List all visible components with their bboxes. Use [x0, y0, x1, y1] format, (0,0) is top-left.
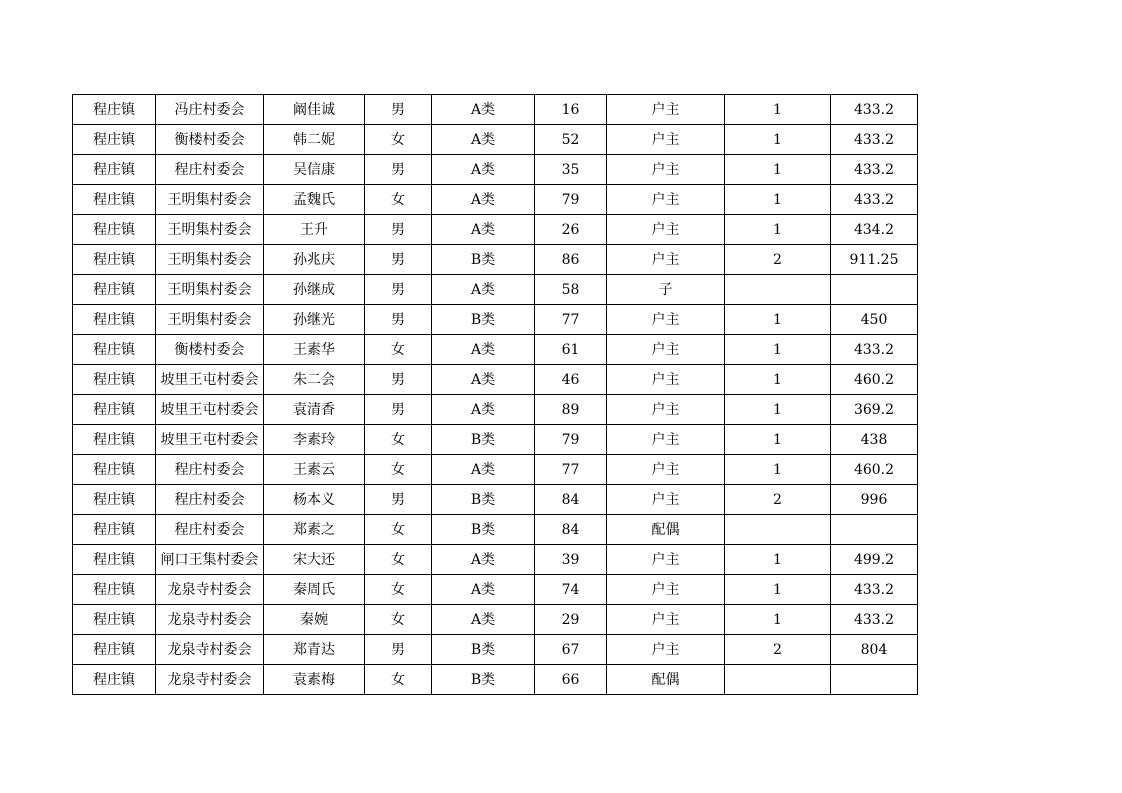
cell-name: 孟魏氏 [264, 185, 365, 215]
table-row [73, 245, 918, 275]
cell-age: 46 [535, 365, 607, 395]
cell-category: A类 [432, 395, 535, 425]
cell-category: A类 [432, 185, 535, 215]
cell-gender: 女 [365, 125, 432, 155]
cell-village: 程庄村委会 [156, 455, 264, 485]
cell-name: 杨本义 [264, 485, 365, 515]
cell-relation: 户主 [607, 365, 725, 395]
cell-category: A类 [432, 155, 535, 185]
cell-age: 39 [535, 545, 607, 575]
cell-relation: 户主 [607, 185, 725, 215]
cell-category: B类 [432, 635, 535, 665]
cell-town: 程庄镇 [73, 95, 156, 125]
table-row [73, 365, 918, 395]
cell-village: 龙泉寺村委会 [156, 575, 264, 605]
cell-relation: 户主 [607, 605, 725, 635]
cell-relation: 户主 [607, 575, 725, 605]
cell-gender: 女 [365, 515, 432, 545]
cell-gender: 女 [365, 665, 432, 695]
cell-relation: 户主 [607, 635, 725, 665]
cell-town: 程庄镇 [73, 215, 156, 245]
cell-relation: 户主 [607, 545, 725, 575]
cell-amount: 438 [831, 425, 918, 455]
cell-relation: 配偶 [607, 515, 725, 545]
cell-village: 程庄村委会 [156, 485, 264, 515]
cell-town: 程庄镇 [73, 365, 156, 395]
cell-gender: 男 [365, 485, 432, 515]
table-row [73, 665, 918, 695]
cell-count: 1 [725, 125, 831, 155]
cell-name: 秦周氏 [264, 575, 365, 605]
cell-relation: 户主 [607, 485, 725, 515]
cell-count: 1 [725, 95, 831, 125]
cell-age: 66 [535, 665, 607, 695]
cell-relation: 户主 [607, 155, 725, 185]
cell-town: 程庄镇 [73, 155, 156, 185]
cell-category: A类 [432, 95, 535, 125]
cell-count: 1 [725, 305, 831, 335]
cell-village: 坡里王屯村委会 [156, 425, 264, 455]
cell-gender: 男 [365, 365, 432, 395]
cell-age: 26 [535, 215, 607, 245]
cell-age: 79 [535, 185, 607, 215]
cell-gender: 男 [365, 215, 432, 245]
cell-relation: 户主 [607, 395, 725, 425]
cell-gender: 女 [365, 605, 432, 635]
table-row [73, 395, 918, 425]
cell-town: 程庄镇 [73, 515, 156, 545]
cell-amount [831, 665, 918, 695]
table-row [73, 335, 918, 365]
table-row [73, 125, 918, 155]
cell-age: 67 [535, 635, 607, 665]
cell-count: 2 [725, 635, 831, 665]
cell-village: 王明集村委会 [156, 185, 264, 215]
cell-age: 74 [535, 575, 607, 605]
table-row [73, 95, 918, 125]
cell-category: B类 [432, 485, 535, 515]
cell-town: 程庄镇 [73, 185, 156, 215]
table-row [73, 305, 918, 335]
cell-town: 程庄镇 [73, 335, 156, 365]
cell-amount: 369.2 [831, 395, 918, 425]
cell-age: 29 [535, 605, 607, 635]
cell-village: 衡楼村委会 [156, 125, 264, 155]
cell-amount: 450 [831, 305, 918, 335]
cell-category: A类 [432, 545, 535, 575]
cell-category: A类 [432, 275, 535, 305]
cell-town: 程庄镇 [73, 245, 156, 275]
table-row [73, 185, 918, 215]
cell-category: A类 [432, 335, 535, 365]
table-row [73, 275, 918, 305]
cell-name: 秦婉 [264, 605, 365, 635]
table-row [73, 425, 918, 455]
cell-category: B类 [432, 425, 535, 455]
table-row [73, 515, 918, 545]
cell-amount: 460.2 [831, 455, 918, 485]
spreadsheet-page [72, 94, 918, 695]
cell-age: 86 [535, 245, 607, 275]
cell-count: 1 [725, 605, 831, 635]
cell-category: A类 [432, 125, 535, 155]
cell-amount: 433.2 [831, 125, 918, 155]
table-row [73, 215, 918, 245]
cell-count: 1 [725, 185, 831, 215]
cell-category: A类 [432, 455, 535, 485]
cell-relation: 户主 [607, 425, 725, 455]
table-row [73, 545, 918, 575]
cell-village: 龙泉寺村委会 [156, 635, 264, 665]
cell-amount: 433.2 [831, 605, 918, 635]
cell-village: 龙泉寺村委会 [156, 605, 264, 635]
cell-village: 冯庄村委会 [156, 95, 264, 125]
cell-amount: 433.2 [831, 575, 918, 605]
cell-count: 2 [725, 245, 831, 275]
cell-category: A类 [432, 365, 535, 395]
cell-count: 1 [725, 155, 831, 185]
cell-gender: 女 [365, 455, 432, 485]
cell-amount: 460.2 [831, 365, 918, 395]
cell-town: 程庄镇 [73, 125, 156, 155]
cell-town: 程庄镇 [73, 575, 156, 605]
cell-name: 李素玲 [264, 425, 365, 455]
cell-count: 1 [725, 215, 831, 245]
table-row [73, 455, 918, 485]
cell-relation: 户主 [607, 335, 725, 365]
cell-age: 61 [535, 335, 607, 365]
cell-amount [831, 515, 918, 545]
cell-name: 吴信康 [264, 155, 365, 185]
cell-amount: 433.2 [831, 185, 918, 215]
table-row [73, 635, 918, 665]
cell-category: A类 [432, 215, 535, 245]
cell-town: 程庄镇 [73, 305, 156, 335]
cell-count: 1 [725, 455, 831, 485]
cell-age: 77 [535, 305, 607, 335]
cell-relation: 户主 [607, 215, 725, 245]
cell-name: 王素华 [264, 335, 365, 365]
cell-gender: 男 [365, 635, 432, 665]
cell-town: 程庄镇 [73, 395, 156, 425]
cell-gender: 女 [365, 185, 432, 215]
cell-count [725, 665, 831, 695]
cell-village: 王明集村委会 [156, 305, 264, 335]
cell-town: 程庄镇 [73, 665, 156, 695]
cell-name: 韩二妮 [264, 125, 365, 155]
cell-age: 52 [535, 125, 607, 155]
cell-gender: 女 [365, 575, 432, 605]
table-row [73, 605, 918, 635]
cell-age: 16 [535, 95, 607, 125]
cell-count: 1 [725, 335, 831, 365]
cell-gender: 男 [365, 305, 432, 335]
cell-name: 袁素梅 [264, 665, 365, 695]
cell-village: 王明集村委会 [156, 245, 264, 275]
cell-category: A类 [432, 605, 535, 635]
cell-gender: 女 [365, 335, 432, 365]
cell-gender: 男 [365, 155, 432, 185]
cell-town: 程庄镇 [73, 635, 156, 665]
table-row [73, 485, 918, 515]
cell-category: A类 [432, 575, 535, 605]
table-row [73, 155, 918, 185]
cell-village: 程庄村委会 [156, 515, 264, 545]
cell-age: 77 [535, 455, 607, 485]
cell-relation: 户主 [607, 245, 725, 275]
cell-gender: 女 [365, 425, 432, 455]
table-row [73, 575, 918, 605]
cell-gender: 男 [365, 395, 432, 425]
cell-relation: 户主 [607, 95, 725, 125]
cell-relation: 配偶 [607, 665, 725, 695]
cell-gender: 男 [365, 275, 432, 305]
cell-age: 79 [535, 425, 607, 455]
cell-name: 郑青达 [264, 635, 365, 665]
cell-town: 程庄镇 [73, 275, 156, 305]
cell-age: 89 [535, 395, 607, 425]
cell-amount: 434.2 [831, 215, 918, 245]
cell-village: 坡里王屯村委会 [156, 395, 264, 425]
cell-town: 程庄镇 [73, 425, 156, 455]
cell-count [725, 515, 831, 545]
cell-name: 王素云 [264, 455, 365, 485]
cell-name: 袁清香 [264, 395, 365, 425]
cell-town: 程庄镇 [73, 485, 156, 515]
cell-amount: 433.2 [831, 155, 918, 185]
cell-count: 2 [725, 485, 831, 515]
cell-relation: 户主 [607, 455, 725, 485]
cell-village: 龙泉寺村委会 [156, 665, 264, 695]
cell-relation: 户主 [607, 305, 725, 335]
cell-gender: 女 [365, 545, 432, 575]
cell-village: 王明集村委会 [156, 215, 264, 245]
cell-amount: 433.2 [831, 335, 918, 365]
data-table [72, 94, 918, 695]
cell-count: 1 [725, 575, 831, 605]
cell-name: 郑素之 [264, 515, 365, 545]
cell-amount [831, 275, 918, 305]
cell-age: 58 [535, 275, 607, 305]
cell-category: B类 [432, 245, 535, 275]
cell-name: 孙继成 [264, 275, 365, 305]
table-body [73, 95, 918, 695]
cell-relation: 子 [607, 275, 725, 305]
cell-amount: 499.2 [831, 545, 918, 575]
cell-village: 程庄村委会 [156, 155, 264, 185]
cell-town: 程庄镇 [73, 545, 156, 575]
cell-amount: 996 [831, 485, 918, 515]
cell-village: 衡楼村委会 [156, 335, 264, 365]
cell-village: 坡里王屯村委会 [156, 365, 264, 395]
cell-category: B类 [432, 515, 535, 545]
cell-count: 1 [725, 545, 831, 575]
cell-village: 闸口王集村委会 [156, 545, 264, 575]
cell-amount: 911.25 [831, 245, 918, 275]
cell-name: 宋大还 [264, 545, 365, 575]
cell-count: 1 [725, 425, 831, 455]
cell-town: 程庄镇 [73, 605, 156, 635]
cell-name: 孙继光 [264, 305, 365, 335]
cell-gender: 男 [365, 245, 432, 275]
cell-town: 程庄镇 [73, 455, 156, 485]
cell-amount: 804 [831, 635, 918, 665]
cell-relation: 户主 [607, 125, 725, 155]
cell-name: 孙兆庆 [264, 245, 365, 275]
cell-name: 王升 [264, 215, 365, 245]
cell-age: 84 [535, 515, 607, 545]
cell-count [725, 275, 831, 305]
cell-age: 84 [535, 485, 607, 515]
cell-name: 朱二会 [264, 365, 365, 395]
cell-name: 阚佳诚 [264, 95, 365, 125]
cell-age: 35 [535, 155, 607, 185]
cell-category: B类 [432, 665, 535, 695]
cell-count: 1 [725, 395, 831, 425]
cell-count: 1 [725, 365, 831, 395]
cell-gender: 男 [365, 95, 432, 125]
cell-category: B类 [432, 305, 535, 335]
cell-amount: 433.2 [831, 95, 918, 125]
cell-village: 王明集村委会 [156, 275, 264, 305]
